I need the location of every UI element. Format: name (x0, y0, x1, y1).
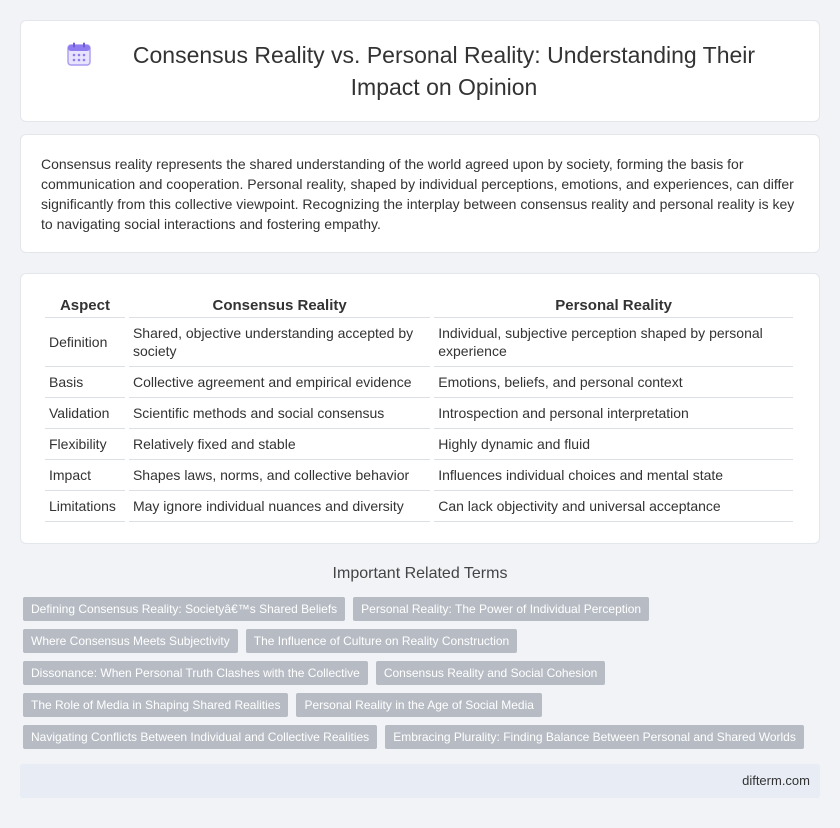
related-terms-heading: Important Related Terms (332, 565, 508, 582)
tag-row (23, 629, 823, 653)
cell-consensus: Collective agreement and empirical evidence (129, 367, 430, 398)
cell-consensus: Relatively fixed and stable (129, 429, 430, 460)
cell-personal: Introspection and personal interpretation (434, 398, 793, 429)
header-consensus-reality: Consensus Reality (129, 296, 430, 318)
comparison-table-card (20, 273, 820, 544)
title-wrap (66, 39, 774, 103)
cell-aspect: Flexibility (45, 429, 125, 460)
cell-personal: Highly dynamic and fluid (434, 429, 793, 460)
related-term-tag[interactable]: The Role of Media in Shaping Shared Realities (23, 693, 288, 717)
intro-paragraph: Consensus reality represents the shared understanding of the world agreed upon by society, forming the basis for communication and cooperation. Personal reality, shaped by individual perceptions, emotions, and experiences, can differ significantly from this collective viewpoint. Recognizing the interplay between consensus reality and personal reality is key to navigating social interactions and fostering empathy. (41, 156, 795, 232)
footer (20, 764, 820, 798)
cell-consensus: Shapes laws, norms, and collective behavior (129, 460, 430, 491)
related-term-tag[interactable]: Personal Reality: The Power of Individual Perception (353, 597, 649, 621)
header-card (20, 20, 820, 122)
table-row (45, 460, 793, 491)
tag-row (23, 597, 823, 621)
cell-consensus: Shared, objective understanding accepted by society (129, 318, 430, 367)
site-link[interactable]: difterm.com (742, 773, 810, 788)
page-title: Consensus Reality vs. Personal Reality: Understanding Their Impact on Opinion (132, 42, 756, 100)
table-row (45, 429, 793, 460)
calendar-icon (66, 41, 92, 67)
table-row (45, 318, 793, 367)
cell-aspect: Limitations (45, 491, 125, 522)
related-term-tag[interactable]: Dissonance: When Personal Truth Clashes with the Collective (23, 661, 368, 685)
cell-aspect: Validation (45, 398, 125, 429)
tag-row (23, 693, 823, 717)
cell-personal: Can lack objectivity and universal acceptance (434, 491, 793, 522)
cell-aspect: Basis (45, 367, 125, 398)
cell-aspect: Impact (45, 460, 125, 491)
table-row (45, 491, 793, 522)
table-row (45, 367, 793, 398)
related-term-tag[interactable]: Embracing Plurality: Finding Balance Between Personal and Shared Worlds (385, 725, 804, 749)
table-row (45, 398, 793, 429)
related-term-tag[interactable]: Where Consensus Meets Subjectivity (23, 629, 238, 653)
header-aspect: Aspect (45, 296, 125, 318)
related-term-tag[interactable]: Defining Consensus Reality: Societyâ€™s Shared Beliefs (23, 597, 345, 621)
tag-row (23, 725, 823, 749)
cell-aspect: Definition (45, 318, 125, 367)
cell-personal: Influences individual choices and mental state (434, 460, 793, 491)
cell-consensus: Scientific methods and social consensus (129, 398, 430, 429)
header-personal-reality: Personal Reality (434, 296, 793, 318)
cell-personal: Individual, subjective perception shaped by personal experience (434, 318, 793, 367)
related-terms-list (23, 597, 823, 757)
related-term-tag[interactable]: The Influence of Culture on Reality Construction (246, 629, 517, 653)
related-term-tag[interactable]: Consensus Reality and Social Cohesion (376, 661, 605, 685)
cell-consensus: May ignore individual nuances and diversity (129, 491, 430, 522)
cell-personal: Emotions, beliefs, and personal context (434, 367, 793, 398)
intro-card (20, 134, 820, 253)
tag-row (23, 661, 823, 685)
related-term-tag[interactable]: Navigating Conflicts Between Individual and Collective Realities (23, 725, 377, 749)
table-header-row (45, 296, 793, 318)
comparison-table (41, 296, 797, 522)
related-term-tag[interactable]: Personal Reality in the Age of Social Media (296, 693, 541, 717)
